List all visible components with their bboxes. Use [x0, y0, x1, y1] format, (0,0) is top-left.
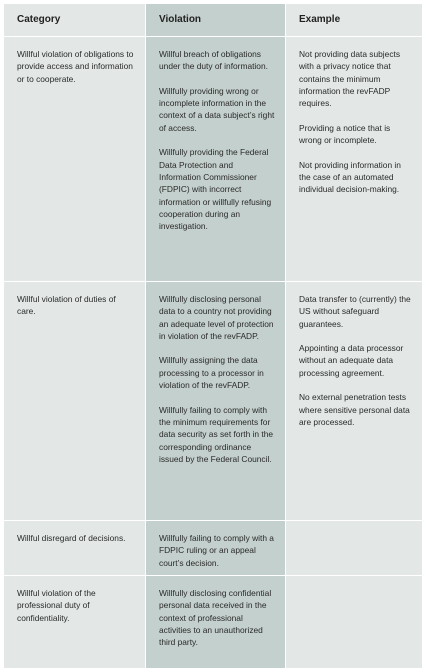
category-cell: [4, 37, 145, 97]
category-text: Willful disregard of decisions.: [17, 533, 126, 543]
table-row: [4, 37, 422, 282]
violation-text: Willfully providing wrong or incomplete information in the context of a data subject’s right of access.: [159, 85, 275, 133]
header-category: Category: [17, 14, 61, 25]
example-text: No external penetration tests where sensitive personal data are processed.: [299, 392, 410, 427]
violation-cell: [146, 282, 285, 477]
example-cell: [286, 576, 422, 587]
violation-text: Willful breach of obligations under the duty of information.: [159, 49, 268, 72]
example-text: Data transfer to (currently) the US without safeguard guarantees.: [299, 294, 411, 329]
table-row: [4, 576, 422, 668]
example-cell: [286, 37, 422, 208]
violation-cell: [146, 576, 285, 661]
violation-text: Willfully assigning the data processing to a processor in violation of the revFADP.: [159, 355, 264, 391]
violation-cell: [146, 521, 285, 581]
example-text: Providing a notice that is wrong or incomplete.: [299, 122, 391, 146]
violation-cell: [146, 37, 285, 245]
example-text: Not providing information in the case of an automated individual decision-making.: [299, 159, 401, 195]
violation-text: Willfully providing the Federal Data Protection and Information Commissioner (FDPIC) with incorrect information or willfully refusing cooperation during an investigation.: [159, 147, 272, 232]
category-cell: [4, 521, 145, 557]
violation-text: Willfully failing to comply with the minimum requirements for data security as set forth in the corresponding ordinance issued by the Federal Council.: [159, 404, 274, 464]
violation-text: Willfully failing to comply with a FDPIC ruling or an appeal court’s decision.: [159, 533, 274, 568]
category-text: Willful violation of the professional duty of confidentiality.: [17, 588, 96, 623]
example-text: Not providing data subjects with a privacy notice that contains the minimum information the revFADP requires.: [299, 49, 401, 109]
category-text: Willful violation of obligations to provide access and information or to cooperate.: [17, 49, 134, 84]
violation-text: Willfully disclosing personal data to a country not providing an adequate level of protection in violation of the revFADP.: [159, 294, 274, 341]
category-text: Willful violation of duties of care.: [17, 294, 116, 317]
example-cell: [286, 282, 422, 441]
category-cell: [4, 282, 145, 330]
header-violation: Violation: [159, 14, 202, 25]
header-example: Example: [299, 14, 341, 25]
example-text: Appointing a data processor without an adequate data processing agreement.: [299, 343, 404, 378]
category-cell: [4, 576, 145, 636]
example-cell: [286, 521, 422, 532]
violation-text: Willfully disclosing confidential personal data received in the context of professional activities to an unauthorized third party.: [159, 588, 272, 648]
table-header: [4, 4, 422, 37]
table-row: [4, 282, 422, 521]
penalties-table: [4, 4, 422, 668]
table-row: [4, 521, 422, 576]
